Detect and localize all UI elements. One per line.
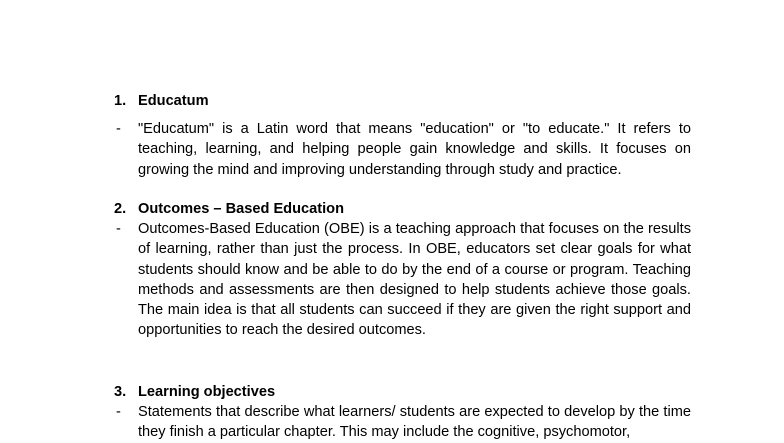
- section-number: 1.: [114, 93, 127, 109]
- bullet-dash: -: [116, 121, 121, 137]
- section-number: 3.: [114, 384, 127, 400]
- section-paragraph: Outcomes-Based Education (OBE) is a teaching approach that focuses on the results of learning, rather than just the process. In OBE, educators set clear goals for what students should know and be able to do by the end of a course or program. Teaching methods and assessments are then designed to help students achieve those goals. The main idea is that all students can succeed if they are given the right support and opportunities to reach the desired outcomes.: [138, 221, 691, 339]
- bullet-dash: -: [116, 221, 121, 237]
- list-item: [114, 402, 694, 443]
- section-heading: [114, 382, 694, 402]
- section-title: Outcomes – Based Education: [138, 201, 344, 217]
- section-obe: [114, 199, 694, 341]
- section-paragraph: "Educatum" is a Latin word that means "education" or "to educate." It refers to teaching, learning, and helping people gain knowledge and skills. It focuses on growing the mind and improving understanding through study and practice.: [138, 121, 691, 178]
- section-title: Educatum: [138, 93, 209, 109]
- section-title: Learning objectives: [138, 384, 276, 400]
- section-number: 2.: [114, 201, 127, 217]
- section-heading: [114, 199, 694, 219]
- section-paragraph: Statements that describe what learners/ students are expected to develop by the time they finish a particular chapter. This may include the cognitive, psychomotor,: [138, 404, 691, 441]
- section-heading: [114, 91, 694, 111]
- list-item: [114, 219, 694, 341]
- list-item: [114, 119, 694, 180]
- section-educatum: [114, 91, 694, 180]
- section-learning-objectives: [114, 382, 694, 443]
- bullet-dash: -: [116, 404, 121, 420]
